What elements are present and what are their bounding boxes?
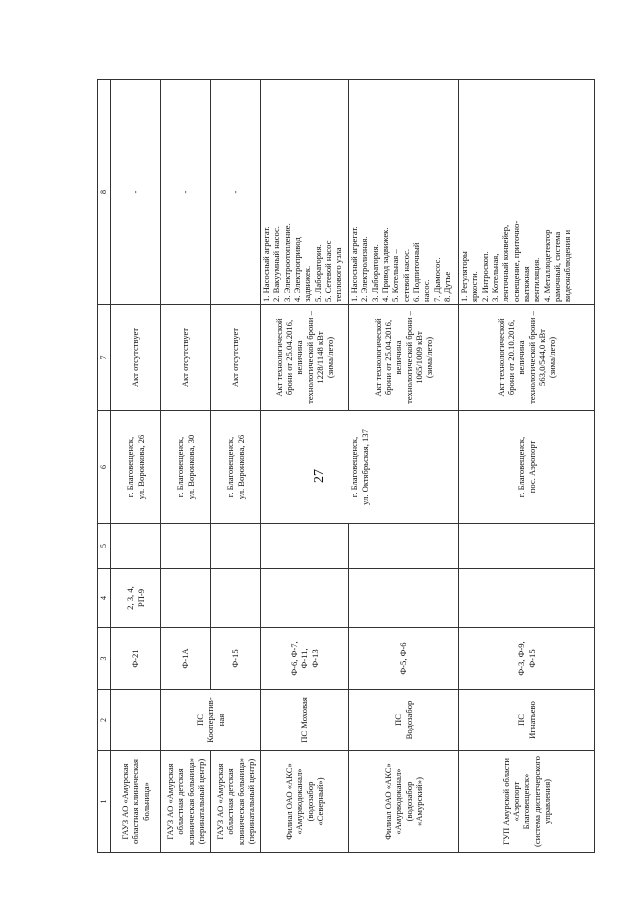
header-cell: 3 bbox=[98, 628, 111, 690]
feeder-cell: Ф-15 bbox=[211, 628, 261, 690]
col5-cell bbox=[261, 524, 349, 569]
substation-cell: ПС Водозабор bbox=[349, 690, 459, 751]
consumer-cell: ГАУЗ АО «Амурская областная клиническая больница» bbox=[111, 751, 161, 853]
consumer-cell: ГУП Амурской области «Аэропорт Благовещенск» (система диспетчерского управления) bbox=[459, 751, 595, 853]
table-row bbox=[459, 80, 595, 853]
equipment-cell: - bbox=[111, 80, 161, 305]
feeder-cell: Ф-5, Ф-6 bbox=[349, 628, 459, 690]
consumer-cell: Филиал ОАО «АКС» «Амурводоканал» (водозабор «Амурский») bbox=[349, 751, 459, 853]
col5-cell bbox=[211, 524, 261, 569]
col4-cell bbox=[211, 569, 261, 628]
equipment-cell: - bbox=[161, 80, 211, 305]
consumer-cell: Филиал ОАО «АКС» «Амурводоканал» (водозабор «Северный») bbox=[261, 751, 349, 853]
substation-cell: ПС Игнатьево bbox=[459, 690, 595, 751]
col4-cell bbox=[349, 569, 459, 628]
col4-cell bbox=[459, 569, 595, 628]
substation-cell bbox=[111, 690, 161, 751]
substation-cell: ПС Кооператив- ная bbox=[161, 690, 261, 751]
act-cell: Акт отсутствует bbox=[161, 305, 211, 411]
page-number: 27 bbox=[312, 469, 327, 483]
header-row bbox=[98, 80, 111, 853]
col4-cell bbox=[161, 569, 211, 628]
address-cell: г. Благовещенск, ул. Воронкова, 26 bbox=[211, 411, 261, 524]
header-cell: 2 bbox=[98, 690, 111, 751]
consumer-cell: ГАУЗ АО «Амурская областная детская клиническая больница» (перинатальный центр) bbox=[211, 751, 261, 853]
address-cell: г. Благовещенск, ул. Октябрьская, 137 bbox=[261, 411, 459, 524]
act-cell: Акт отсутствует bbox=[211, 305, 261, 411]
feeder-cell: Ф-3, Ф-9, Ф-15 bbox=[459, 628, 595, 690]
act-cell: Акт отсутствует bbox=[111, 305, 161, 411]
header-cell: 8 bbox=[98, 80, 111, 305]
col4-cell bbox=[261, 569, 349, 628]
act-cell: Акт технологической брони от 25.04.2016, величина технологической брони – 1065/1009 кВт (зима/лето) bbox=[349, 305, 459, 411]
feeder-cell: Ф-1А bbox=[161, 628, 211, 690]
equipment-cell: - bbox=[211, 80, 261, 305]
table-row bbox=[161, 80, 211, 853]
feeder-cell: Ф-6, Ф-7, Ф-11, Ф-13 bbox=[261, 628, 349, 690]
col5-cell bbox=[111, 524, 161, 569]
act-cell: Акт технологической брони от 20.10.2016, величина технологической брони – 563,0/544,0 кВт (зима/лето) bbox=[459, 305, 595, 411]
address-cell: г. Благовещенск, пос. Аэропорт bbox=[459, 411, 595, 524]
col5-cell bbox=[161, 524, 211, 569]
equipment-cell: 1. Регуляторы яркости. 2. Интроскоп. 3. Котельная, ленточный конвейер, освещение, приточно- вытяжная вентиляция. 4. Металлодетектор рамочный, система видеонаблюдения и bbox=[459, 80, 595, 305]
header-cell: 5 bbox=[98, 524, 111, 569]
address-cell: г. Благовещенск, ул. Воронкова, 30 bbox=[161, 411, 211, 524]
substation-cell: ПС Моховая bbox=[261, 690, 349, 751]
header-cell: 1 bbox=[98, 751, 111, 853]
col4-cell: 2, 3, 4, РП-9 bbox=[111, 569, 161, 628]
header-cell: 7 bbox=[98, 305, 111, 411]
col5-cell bbox=[349, 524, 459, 569]
header-cell: 4 bbox=[98, 569, 111, 628]
equipment-cell: 1. Насосный агрегат. 2. Вакуумный насос. 3. Электроотопление. 4. Электропривод задвижек. 5. Лаборатория. 5. Сетевой насос теплового узла bbox=[261, 80, 349, 305]
feeder-cell: Ф-21 bbox=[111, 628, 161, 690]
data-table bbox=[97, 79, 595, 853]
rotated-table-container bbox=[97, 80, 593, 853]
col5-cell bbox=[459, 524, 595, 569]
consumer-cell: ГАУЗ АО «Амурская областная детская клиническая больница» (перинатальный центр) bbox=[161, 751, 211, 853]
act-cell: Акт технологической брони от 25.04.2016, величина технологической брони – 1228/1148 кВт (зима/лето) bbox=[261, 305, 349, 411]
equipment-cell: 1. Насосный агрегат. 2. Электролизная. 3. Лаборатория. 4. Привод задвижек. 5. Котельная – сетевой насос. 6. Подпиточный насос. 7. Дымосос. 8. Дутье bbox=[349, 80, 459, 305]
table-row bbox=[261, 80, 349, 853]
header-cell: 6 bbox=[98, 411, 111, 524]
address-cell: г. Благовещенск, ул. Воронкова, 26 bbox=[111, 411, 161, 524]
table-row bbox=[111, 80, 161, 853]
